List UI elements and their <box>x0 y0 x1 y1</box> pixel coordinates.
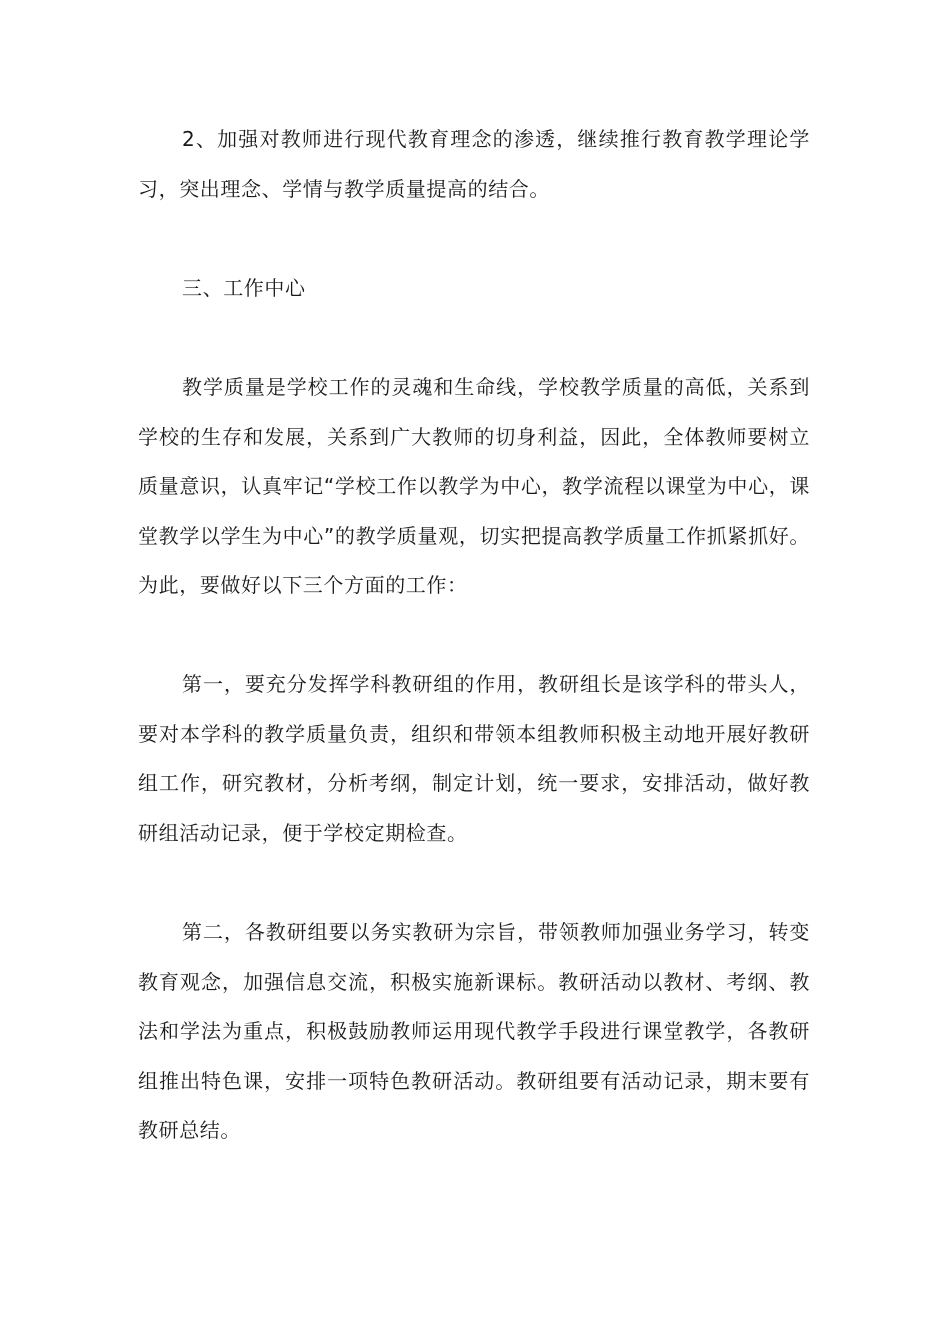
paragraph-item-2: 2、加强对教师进行现代教育理念的渗透，继续推行教育教学理论学习，突出理念、学情与教学质量提高的结合。 <box>138 127 810 201</box>
paragraph-teaching-quality: 教学质量是学校工作的灵魂和生命线，学校教学质量的高低，关系到学校的生存和发展，关系到广大教师的切身利益，因此，全体教师要树立质量意识，认真牢记“学校工作以教学为中心，教学流程以课堂为中心，课堂教学以学生为中心”的教学质量观，切实把提高教学质量工作抓紧抓好。为此，要做好以下三个方面的工作： <box>138 375 810 597</box>
section-heading-work-center: 三、工作中心 <box>182 276 306 300</box>
paragraph-second-point: 第二，各教研组要以务实教研为宗旨，带领教师加强业务学习，转变教育观念，加强信息交流，积极实施新课标。教研活动以教材、考纲、教法和学法为重点，积极鼓励教师运用现代教学手段进行课堂教学，各教研组推出特色课，安排一项特色教研活动。教研组要有活动记录，期末要有教研总结。 <box>138 920 810 1142</box>
paragraph-first-point: 第一，要充分发挥学科教研组的作用，教研组长是该学科的带头人，要对本学科的教学质量负责，组织和带领本组教师积极主动地开展好教研组工作，研究教材，分析考纲，制定计划，统一要求，安排活动，做好教研组活动记录，便于学校定期检查。 <box>138 672 810 845</box>
